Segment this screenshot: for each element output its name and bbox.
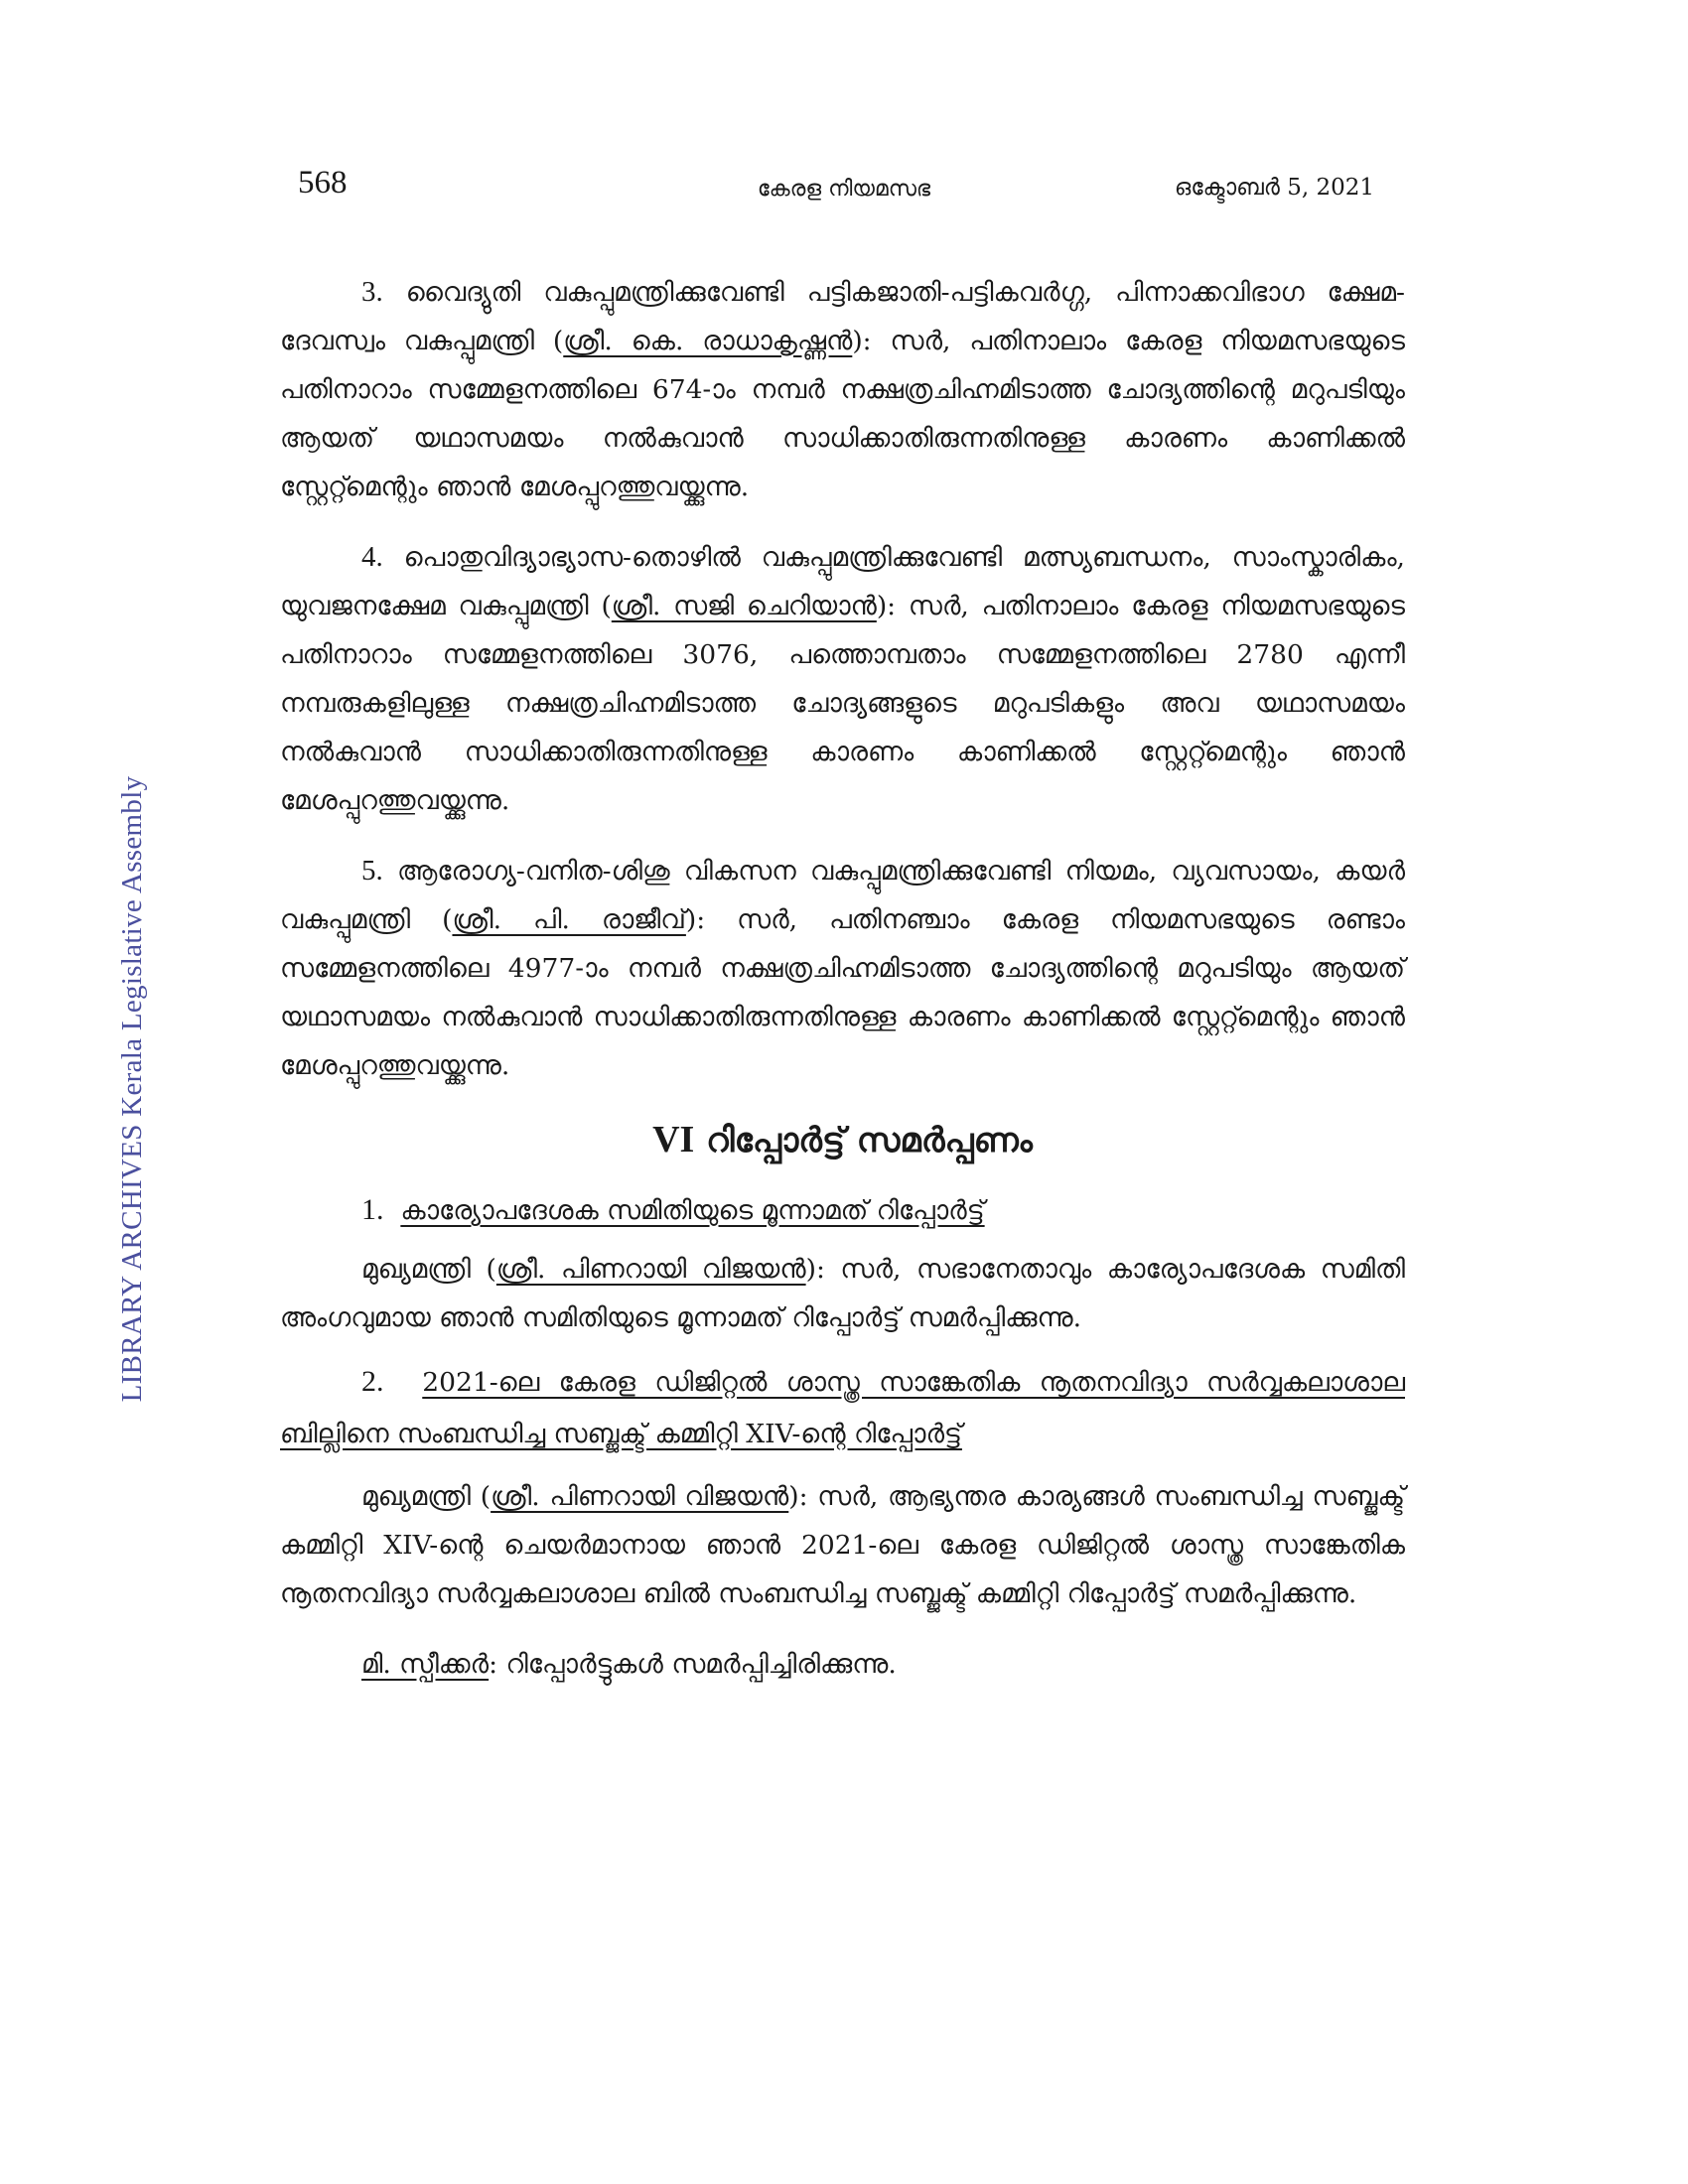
- section-heading: [280, 1110, 1405, 1170]
- page-body: [280, 268, 1405, 1689]
- speaker-text: : റിപ്പോർട്ടുകൾ സമർപ്പിച്ചിരിക്കുന്നു.: [489, 1649, 897, 1680]
- report-number: 2.: [361, 1365, 384, 1398]
- item-text: ): സർ, പതിനാലാം കേരള നിയമസഭയുടെ പതിനാറാം സമ്മേളനത്തിലെ 3076, പത്തൊമ്പതാം സമ്മേളനത്തിലെ 2780 എന്നീ നമ്പരുകളിലുള്ള നക്ഷത്രചിഹ്നമിടാത്ത ചോദ്യങ്ങളുടെ മറുപടികളും അവ യഥാസമയം നൽകുവാൻ സാധിക്കാതിരുന്നതിനുള്ള കാരണം കാണിക്കൽ സ്റ്റേറ്റ്മെന്റും ഞാൻ മേശപ്പുറത്തുവയ്ക്കുന്നു.: [280, 591, 1405, 816]
- minister-name: ശ്രീ. സജി ചെറിയാൻ: [611, 591, 877, 621]
- item-text: ആരോഗ്യ-വനിത-ശിശു വികസന വകുപ്പുമന്ത്രിക്കുവേണ്ടി നിയമം, വ്യവസായം, കയർ വകുപ്പുമന്ത്രി (: [280, 856, 1405, 935]
- report-title: 2021-ലെ കേരള ഡിജിറ്റൽ ശാസ്ത്ര സാങ്കേതിക നൂതനവിദ്യാ സർവ്വകലാശാല ബില്ലിനെ സംബന്ധിച്ച സബ്ജക്ട് കമ്മിറ്റി XIV-ന്റെ റിപ്പോർട്ട്: [280, 1367, 1405, 1449]
- page-header-date: ഒക്ടോബർ 5, 2021: [1174, 175, 1374, 201]
- minister-name: ശ്രീ. പിണറായി വിജയൻ: [495, 1254, 806, 1285]
- item-text: പൊതുവിദ്യാഭ്യാസ-തൊഴിൽ വകുപ്പുമന്ത്രിക്കുവേണ്ടി മത്സ്യബന്ധനം, സാംസ്കാരികം, യുവജനക്ഷേമ വകുപ്പുമന്ത്രി (: [280, 542, 1405, 621]
- item-number: 4.: [361, 541, 383, 573]
- minister-name: ശ്രീ. കെ. രാധാകൃഷ്ണൻ: [563, 326, 853, 356]
- page-number: 568: [298, 165, 348, 201]
- section-title: റിപ്പോർട്ട് സമർപ്പണം: [706, 1121, 1033, 1160]
- item-text: ): സർ, സഭാനേതാവും കാര്യോപദേശക സമിതി അംഗവുമായ ഞാൻ സമിതിയുടെ മൂന്നാമത് റിപ്പോർട്ട് സമർപ്പിക്കുന്നു.: [280, 1254, 1405, 1333]
- minister-name: ശ്രീ. പിണറായി വിജയൻ: [491, 1481, 789, 1512]
- report-2-heading: [280, 1356, 1405, 1460]
- report-2-paragraph: [280, 1472, 1405, 1618]
- item-text: മുഖ്യമന്ത്രി (: [361, 1481, 492, 1512]
- item-4-paragraph: [280, 533, 1405, 825]
- item-number: 3.: [361, 276, 383, 308]
- item-text: വൈദ്യുതി വകുപ്പുമന്ത്രിക്കുവേണ്ടി പട്ടികജാതി-പട്ടികവർഗ്ഗ, പിന്നാക്കവിഭാഗ ക്ഷേമ-ദേവസ്വം വകുപ്പുമന്ത്രി (: [280, 277, 1405, 356]
- item-text: ): സർ, പതിനാലാം കേരള നിയമസഭയുടെ പതിനാറാം സമ്മേളനത്തിലെ 674-ാം നമ്പർ നക്ഷത്രചിഹ്നമിടാത്ത ചോദ്യത്തിന്റെ മറുപടിയും ആയത് യഥാസമയം നൽകുവാൻ സാധിക്കാതിരുന്നതിനുള്ള കാരണം കാണിക്കൽ സ്റ്റേറ്റ്മെന്റും ഞാൻ മേശപ്പുറത്തുവയ്ക്കുന്നു.: [280, 326, 1405, 502]
- report-1-heading: [280, 1184, 1405, 1237]
- speaker-name: മി. സ്പീക്കർ: [361, 1649, 490, 1680]
- archive-watermark: LIBRARY ARCHIVES Kerala Legislative Assembly: [116, 775, 148, 1403]
- page-header-title: കേരള നിയമസഭ: [757, 177, 931, 202]
- report-number: 1.: [361, 1193, 384, 1226]
- minister-name: ശ്രീ. പി. രാജീവ്: [452, 904, 686, 935]
- report-1-paragraph: [280, 1245, 1405, 1342]
- section-roman-numeral: VI: [652, 1119, 695, 1160]
- item-number: 5.: [361, 855, 383, 887]
- speaker-statement: [280, 1640, 1405, 1689]
- item-text: ): സർ, പതിനഞ്ചാം കേരള നിയമസഭയുടെ രണ്ടാം സമ്മേളനത്തിലെ 4977-ാം നമ്പർ നക്ഷത്രചിഹ്നമിടാത്ത ചോദ്യത്തിന്റെ മറുപടിയും ആയത് യഥാസമയം നൽകുവാൻ സാധിക്കാതിരുന്നതിനുള്ള കാരണം കാണിക്കൽ സ്റ്റേറ്റ്മെന്റും ഞാൻ മേശപ്പുറത്തുവയ്ക്കുന്നു.: [280, 904, 1405, 1081]
- item-text: ): സർ, ആഭ്യന്തര കാര്യങ്ങൾ സംബന്ധിച്ച സബ്ജക്ട് കമ്മിറ്റി XIV-ന്റെ ചെയർമാനായ ഞാൻ 2021-ലെ കേരള ഡിജിറ്റൽ ശാസ്ത്ര സാങ്കേതിക നൂതനവിദ്യാ സർവ്വകലാശാല ബിൽ സംബന്ധിച്ച സബ്ജക്ട് കമ്മിറ്റി റിപ്പോർട്ട് സമർപ്പിക്കുന്നു.: [280, 1481, 1405, 1609]
- item-text: മുഖ്യമന്ത്രി (: [361, 1254, 496, 1285]
- item-3-paragraph: [280, 268, 1405, 511]
- report-title: കാര്യോപദേശക സമിതിയുടെ മൂന്നാമത് റിപ്പോർട്ട്: [400, 1195, 985, 1226]
- item-5-paragraph: [280, 847, 1405, 1090]
